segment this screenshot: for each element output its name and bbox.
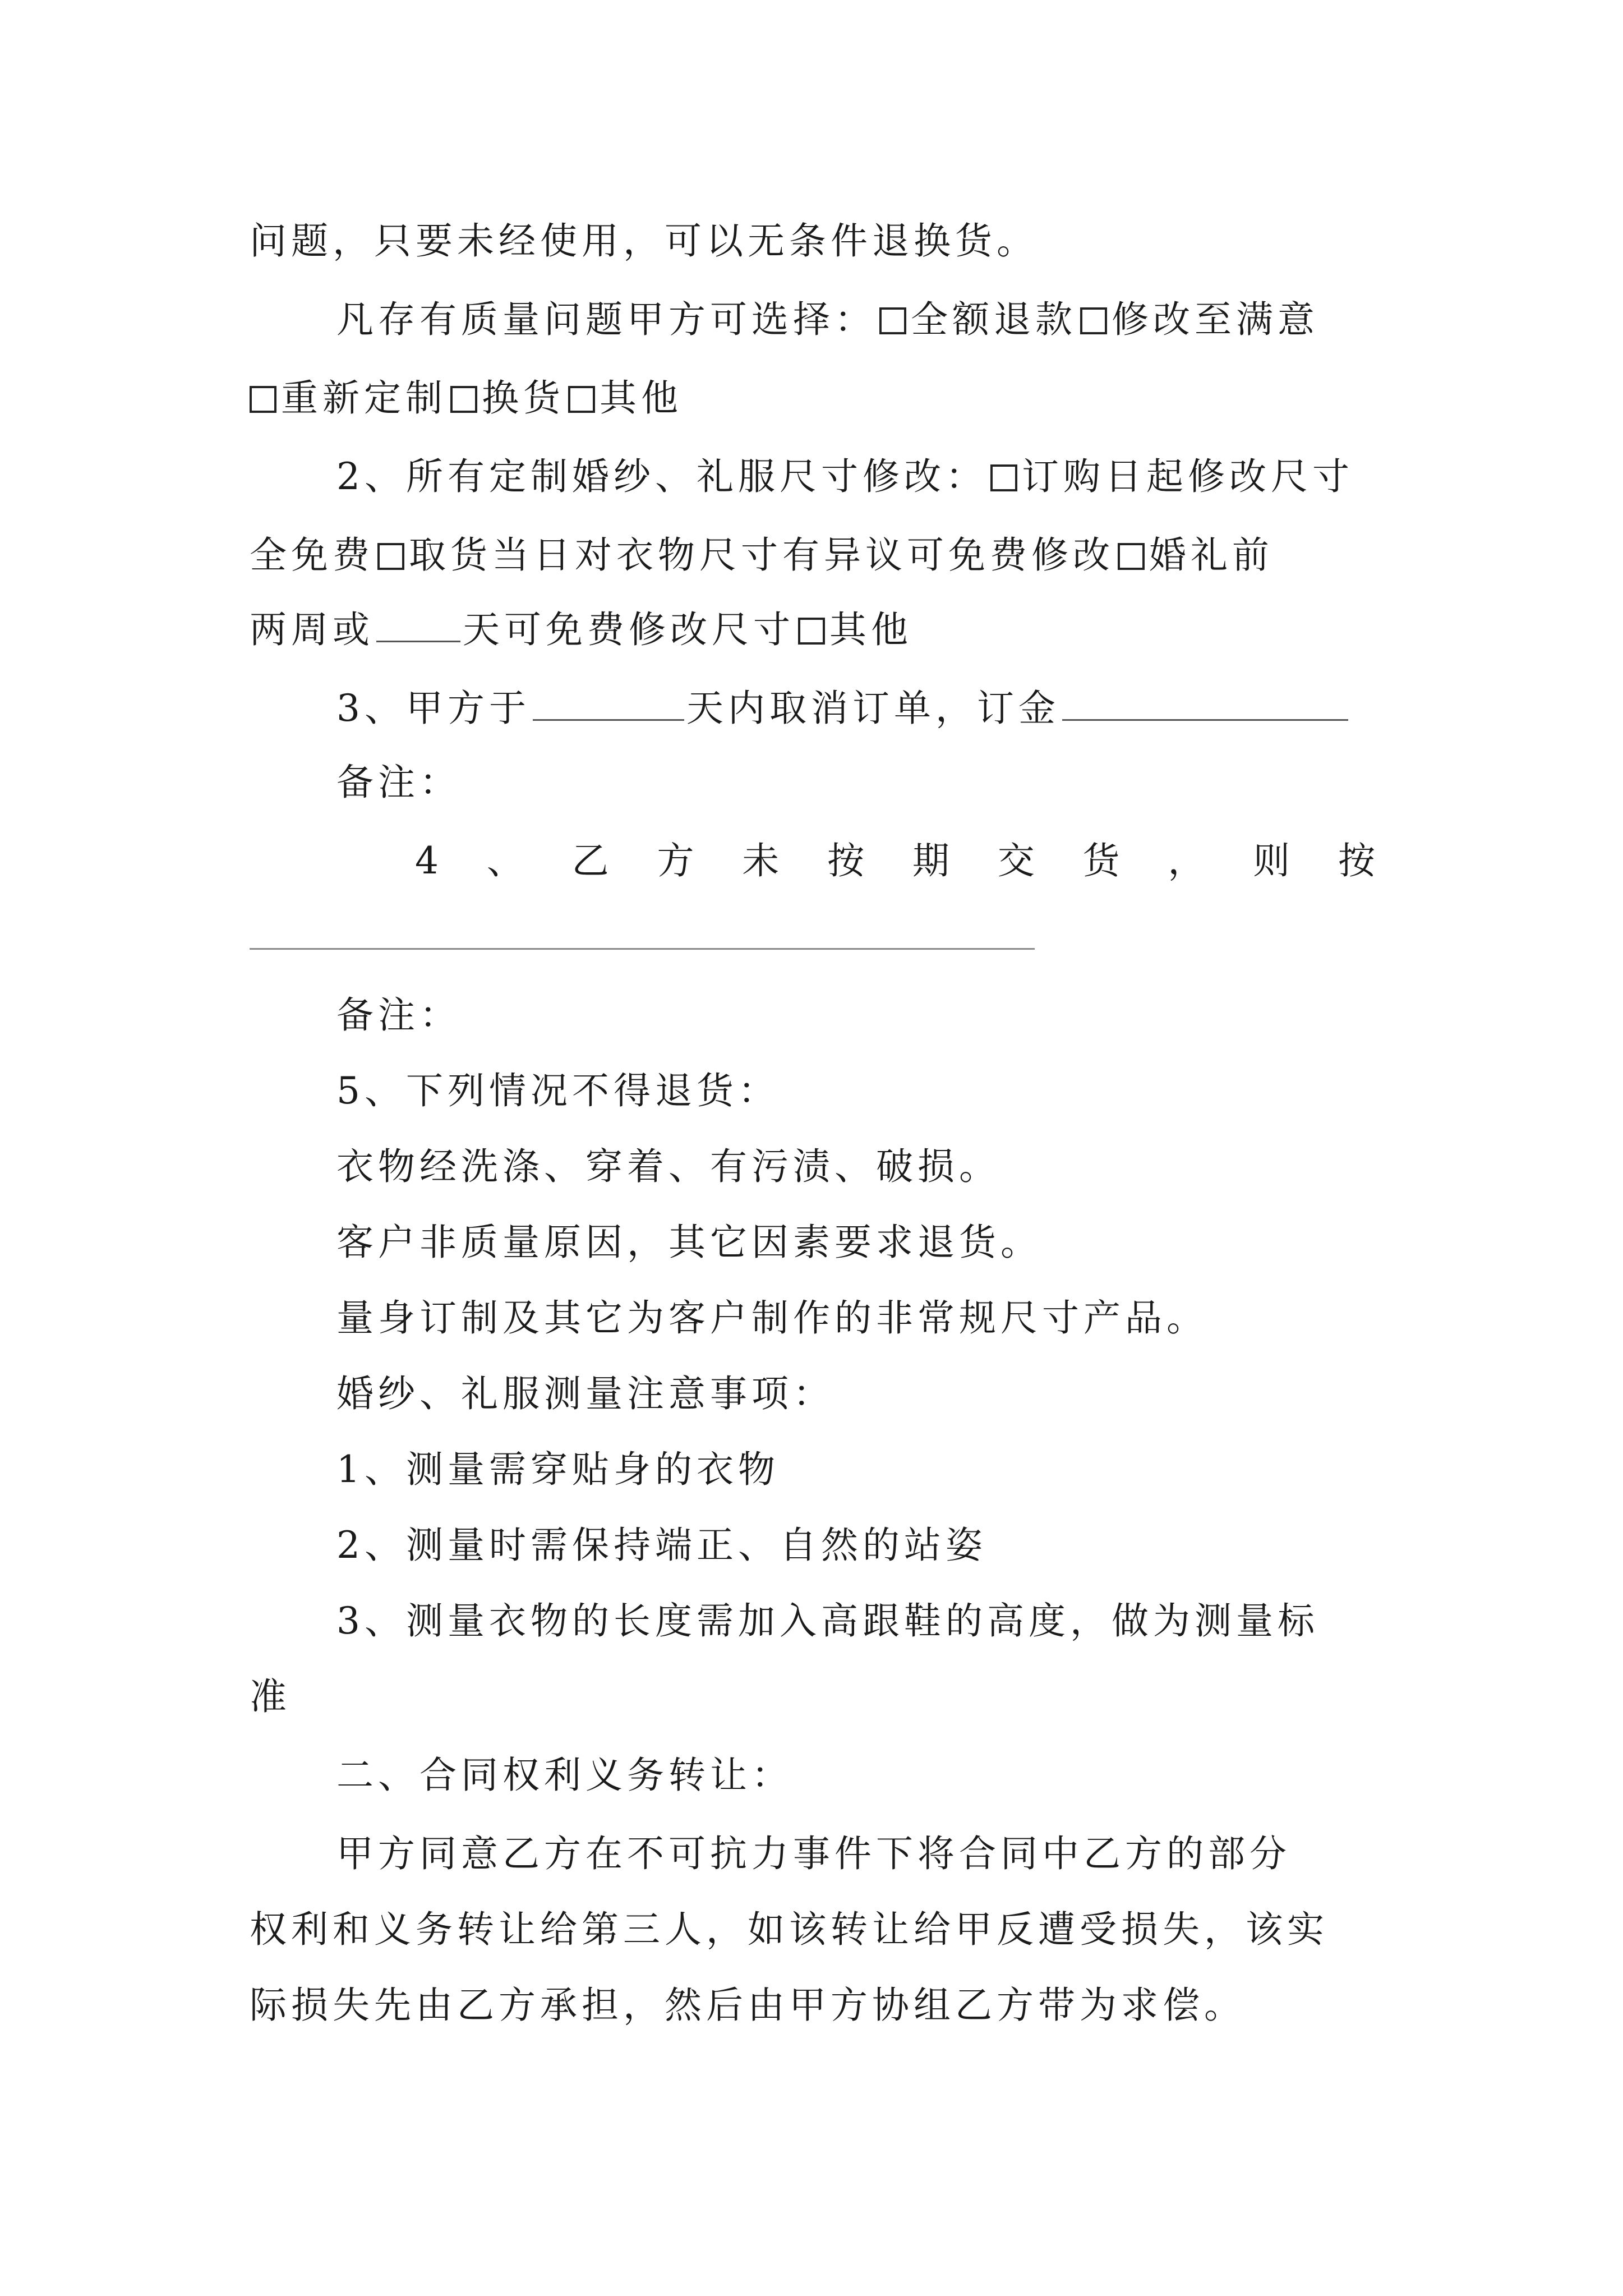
option-label: 其他 (600, 376, 683, 420)
fill-in-blank[interactable] (250, 948, 1035, 950)
checkbox[interactable] (1080, 307, 1107, 334)
fill-in-blank[interactable] (376, 606, 460, 642)
section-heading (336, 1753, 793, 1798)
paragraph-line (336, 1832, 1291, 1876)
text: 3、测量衣物的长度需加入高跟鞋的高度，做为测量标 (336, 1599, 1319, 1642)
paragraph-line (250, 376, 683, 421)
paragraph-line (250, 219, 1038, 264)
checkbox[interactable] (990, 464, 1017, 491)
text: 天内取消订单，订金 (686, 687, 1060, 730)
text: 二、合同权利义务转让： (336, 1754, 793, 1797)
char: 4 (415, 839, 443, 882)
option-label: 重新定制 (281, 376, 447, 420)
char: 则 (1253, 839, 1295, 882)
option-label: 换货 (482, 376, 565, 420)
paragraph-line (336, 1220, 1042, 1265)
checkbox[interactable] (1118, 543, 1145, 570)
text: 问题，只要未经使用，可以无条件退换货。 (250, 219, 1038, 263)
paragraph-line (336, 454, 1354, 499)
char: ， (1168, 839, 1210, 882)
char: 方 (657, 839, 699, 882)
option-label: 订购日起修改尺寸 (1022, 455, 1354, 498)
paragraph-line (336, 1523, 987, 1568)
text: 客户非质量原因，其它因素要求退货。 (336, 1221, 1042, 1264)
remark-label: 备注： (336, 761, 461, 804)
option-label: 婚礼前 (1149, 533, 1274, 577)
paragraph-line (250, 1907, 1329, 1952)
char: 期 (912, 839, 954, 882)
paragraph-line (250, 1983, 1246, 2028)
char: 未 (742, 839, 784, 882)
option-label: 修改至满意 (1112, 298, 1319, 341)
spaced-line (415, 839, 1380, 884)
paragraph-line (336, 1296, 1208, 1341)
checkbox[interactable] (568, 386, 595, 413)
fill-in-blank[interactable] (533, 684, 684, 721)
text: 1、测量需穿贴身的衣物 (336, 1448, 780, 1491)
char: 交 (997, 839, 1039, 882)
paragraph-line (336, 684, 1350, 729)
paragraph-line (336, 760, 461, 805)
option-label: 全额退款 (911, 298, 1077, 341)
char: 按 (1338, 839, 1380, 882)
paragraph-line (336, 1069, 780, 1114)
option-label: 取货当日对衣物尺寸有异议可免费修改 (409, 533, 1114, 577)
option-label: 其他 (829, 608, 912, 651)
paragraph-line (336, 1372, 834, 1416)
checkbox[interactable] (879, 307, 906, 334)
text: 5、下列情况不得退货： (336, 1069, 780, 1112)
paragraph-line (336, 1599, 1319, 1644)
paragraph-line (336, 297, 1319, 342)
text: 3、甲方于 (336, 687, 531, 730)
fill-in-blank[interactable] (1062, 684, 1348, 721)
text: 量身订制及其它为客户制作的非常规尺寸产品。 (336, 1296, 1208, 1340)
paragraph-line (250, 606, 912, 651)
text: 天可免费修改尺寸 (463, 608, 795, 651)
text: 婚纱、礼服测量注意事项： (336, 1372, 834, 1415)
char: 按 (827, 839, 869, 882)
text: 权利和义务转让给第三人，如该转让给甲反遭受损失，该实 (250, 1908, 1329, 1951)
text: 2、所有定制婚纱、礼服尺寸修改： (336, 455, 987, 498)
text: 凡存有质量问题甲方可选择： (336, 298, 876, 341)
char: 、 (486, 839, 528, 882)
paragraph-line (336, 1447, 780, 1492)
checkbox[interactable] (377, 543, 404, 570)
paragraph-line (336, 993, 461, 1038)
text: 甲方同意乙方在不可抗力事件下将合同中乙方的部分 (336, 1832, 1291, 1875)
text: 2、测量时需保持端正、自然的站姿 (336, 1524, 987, 1567)
paragraph-line (250, 1674, 291, 1719)
checkbox[interactable] (250, 386, 276, 413)
checkbox[interactable] (798, 618, 825, 645)
char: 乙 (571, 839, 614, 882)
text: 际损失先由乙方承担，然后由甲方协组乙方带为求偿。 (250, 1984, 1246, 2027)
text: 准 (250, 1675, 291, 1718)
char: 货 (1082, 839, 1124, 882)
paragraph-line (250, 533, 1274, 578)
paragraph-line (336, 1144, 1000, 1189)
text: 衣物经洗涤、穿着、有污渍、破损。 (336, 1145, 1000, 1188)
remark-label: 备注： (336, 993, 461, 1037)
text: 全免费 (250, 533, 374, 577)
text: 两周或 (250, 608, 374, 651)
checkbox[interactable] (450, 386, 477, 413)
